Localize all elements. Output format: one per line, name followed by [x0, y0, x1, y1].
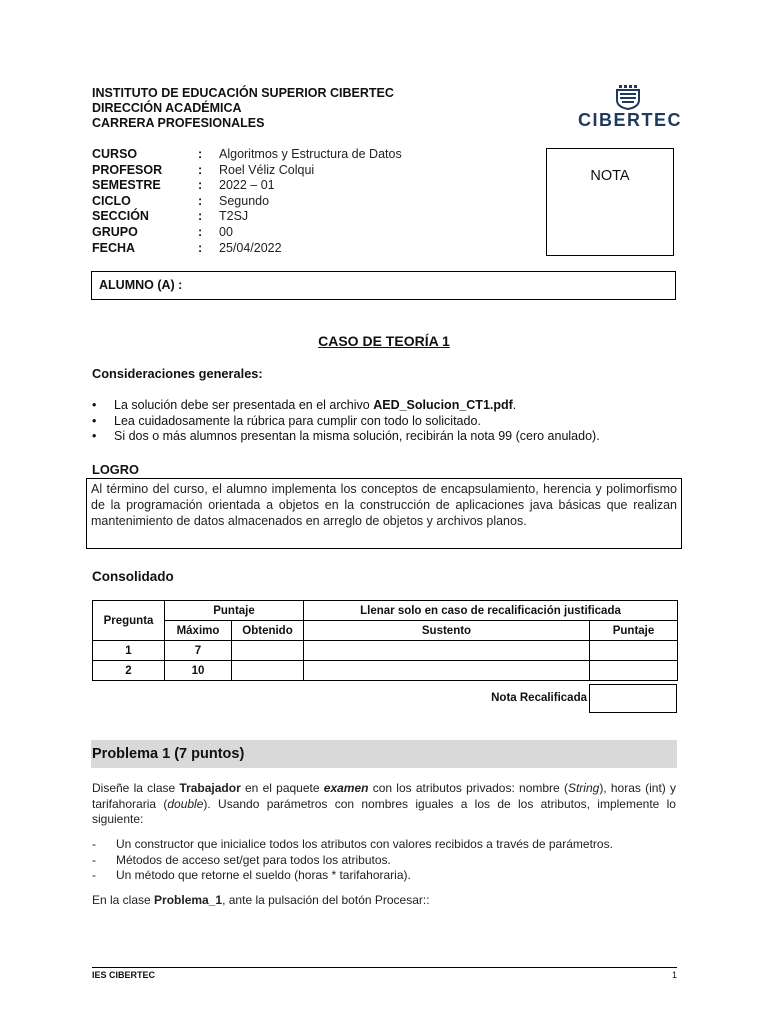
- header-sustento: Sustento: [304, 621, 590, 641]
- considerations-heading: Consideraciones generales:: [92, 366, 263, 381]
- cell-obtenido[interactable]: [232, 641, 304, 661]
- table-row: [93, 641, 678, 661]
- text-run: en el paquete: [240, 781, 324, 795]
- info-row-fecha: [92, 241, 402, 257]
- dash-marker: -: [92, 868, 96, 883]
- info-key: SEMESTRE: [92, 178, 161, 193]
- cell-maximo: 10: [165, 661, 232, 681]
- page-number: 1: [671, 970, 677, 980]
- career-line: CARRERA PROFESIONALES: [92, 116, 265, 130]
- dash-marker: -: [92, 837, 96, 851]
- file-name: AED_Solucion_CT1.pdf: [373, 398, 513, 412]
- info-sep: :: [198, 178, 203, 193]
- bullet-icon: •: [92, 413, 97, 428]
- header-pregunta: Pregunta: [93, 601, 165, 641]
- list-item: [92, 414, 600, 430]
- info-row-profesor: [92, 163, 402, 179]
- text-run: ), horas (int) y tarifahoraria (: [92, 781, 677, 811]
- score-table: [92, 600, 678, 681]
- list-item: [92, 398, 600, 414]
- cell-pregunta: 1: [93, 641, 165, 661]
- nota-recalificada-label: Nota Recalificada: [491, 692, 587, 704]
- problem-instruction: [92, 893, 676, 909]
- info-key: FECHA: [92, 240, 136, 255]
- header-maximo: Máximo: [165, 621, 232, 641]
- info-value: 25/04/2022: [219, 240, 282, 255]
- text-run: , ante la pulsación del botón Procesar::: [222, 893, 430, 907]
- list-item: [92, 868, 676, 884]
- academic-direction: DIRECCIÓN ACADÉMICA: [92, 101, 242, 115]
- cell-puntaje[interactable]: [590, 661, 678, 681]
- crest-icon: [610, 84, 646, 110]
- bullet-text: Lea cuidadosamente la rúbrica para cumplir con todo lo solicitado.: [114, 413, 481, 428]
- info-key: PROFESOR: [92, 162, 163, 177]
- logo-wordmark: CIBERTEC: [578, 110, 683, 130]
- item-text: Un constructor que inicialice todos los atributos con valores recibidos a través de parámetros.: [116, 837, 613, 851]
- text-run: Diseñe la clase: [92, 781, 180, 795]
- info-row-seccion: [92, 209, 402, 225]
- item-text: Métodos de acceso set/get para todos los atributos.: [116, 852, 391, 867]
- info-value: 00: [219, 224, 233, 239]
- course-info: [92, 147, 402, 256]
- table-row: [93, 661, 678, 681]
- package-name: examen: [323, 781, 369, 795]
- header-obtenido: Obtenido: [232, 621, 304, 641]
- info-row-curso: [92, 147, 402, 163]
- info-sep: :: [198, 193, 203, 208]
- info-key: GRUPO: [92, 224, 138, 239]
- bullet-text: La solución debe ser presentada en el archivo: [114, 398, 374, 412]
- bullet-icon: •: [92, 429, 97, 444]
- header-puntaje-recal: Puntaje: [590, 621, 678, 641]
- bullet-text-end: .: [512, 398, 517, 412]
- info-value: Segundo: [219, 193, 270, 208]
- info-sep: :: [198, 209, 203, 224]
- info-value: Roel Véliz Colqui: [219, 162, 315, 177]
- cell-sustento[interactable]: [304, 661, 590, 681]
- text-run: ). Usando parámetros con nombres iguales a los de los atributos, implemente lo siguiente:: [92, 796, 676, 827]
- nota-recalificada-field[interactable]: [589, 684, 677, 713]
- list-item: [92, 853, 676, 869]
- info-sep: :: [198, 240, 203, 255]
- info-value: Algoritmos y Estructura de Datos: [219, 147, 402, 161]
- requirements-list: [92, 837, 676, 884]
- info-key: SECCIÓN: [92, 209, 149, 224]
- info-value: 2022 – 01: [219, 178, 275, 193]
- cell-pregunta: 2: [93, 661, 165, 681]
- bullet-text: Si dos o más alumnos presentan la misma solución, recibirán la nota 99 (cero anulado).: [114, 429, 600, 444]
- grade-label: NOTA: [590, 168, 630, 184]
- info-sep: :: [198, 162, 203, 177]
- problem-heading: Problema 1 (7 puntos): [91, 740, 677, 768]
- info-key: CICLO: [92, 193, 131, 208]
- type-string: String: [567, 781, 600, 795]
- type-double: double: [167, 796, 204, 811]
- problem-description: [92, 781, 676, 828]
- logro-heading: LOGRO: [92, 462, 139, 477]
- cibertec-logo: [578, 84, 683, 132]
- student-label: ALUMNO (A) :: [99, 278, 183, 292]
- info-sep: :: [198, 147, 203, 161]
- list-item: [92, 837, 676, 853]
- text-run: En la clase: [92, 893, 155, 907]
- considerations-list: [92, 398, 600, 445]
- footer-divider: [92, 967, 677, 968]
- info-value: T2SJ: [219, 209, 249, 224]
- info-row-grupo: [92, 225, 402, 241]
- header-puntaje: Puntaje: [165, 601, 304, 621]
- bullet-icon: •: [92, 398, 97, 412]
- cell-maximo: 7: [165, 641, 232, 661]
- institution-header: [92, 86, 394, 131]
- cell-obtenido[interactable]: [232, 661, 304, 681]
- consolidado-heading: Consolidado: [92, 569, 174, 584]
- text-run: con los atributos privados: nombre (: [368, 781, 568, 795]
- info-row-ciclo: [92, 194, 402, 210]
- dash-marker: -: [92, 852, 96, 867]
- logro-text: Al término del curso, el alumno implementa los conceptos de encapsulamiento, herencia y polimorfismo de la programación orientada a objetos en la construcción de aplicaciones java básicas que realizan mantenimiento de datos almacenados en arreglo de objetos y archivos planos.: [86, 478, 682, 549]
- header-recalificacion: Llenar solo en caso de recalificación justificada: [304, 601, 678, 621]
- info-row-semestre: [92, 178, 402, 194]
- info-key: CURSO: [92, 147, 138, 161]
- page-title: CASO DE TEORÍA 1: [318, 333, 450, 349]
- class-name: Trabajador: [179, 781, 241, 795]
- info-sep: :: [198, 224, 203, 239]
- class-name: Problema_1: [154, 893, 223, 907]
- institution-name: INSTITUTO DE EDUCACIÓN SUPERIOR CIBERTEC: [92, 86, 394, 100]
- item-text: Un método que retorne el sueldo (horas * tarifahoraria).: [116, 868, 411, 883]
- list-item: [92, 429, 600, 445]
- student-name-field[interactable]: [91, 271, 676, 300]
- cell-puntaje[interactable]: [590, 641, 678, 661]
- grade-box[interactable]: [546, 148, 674, 256]
- cell-sustento[interactable]: [304, 641, 590, 661]
- footer-institution: IES CIBERTEC: [92, 970, 156, 980]
